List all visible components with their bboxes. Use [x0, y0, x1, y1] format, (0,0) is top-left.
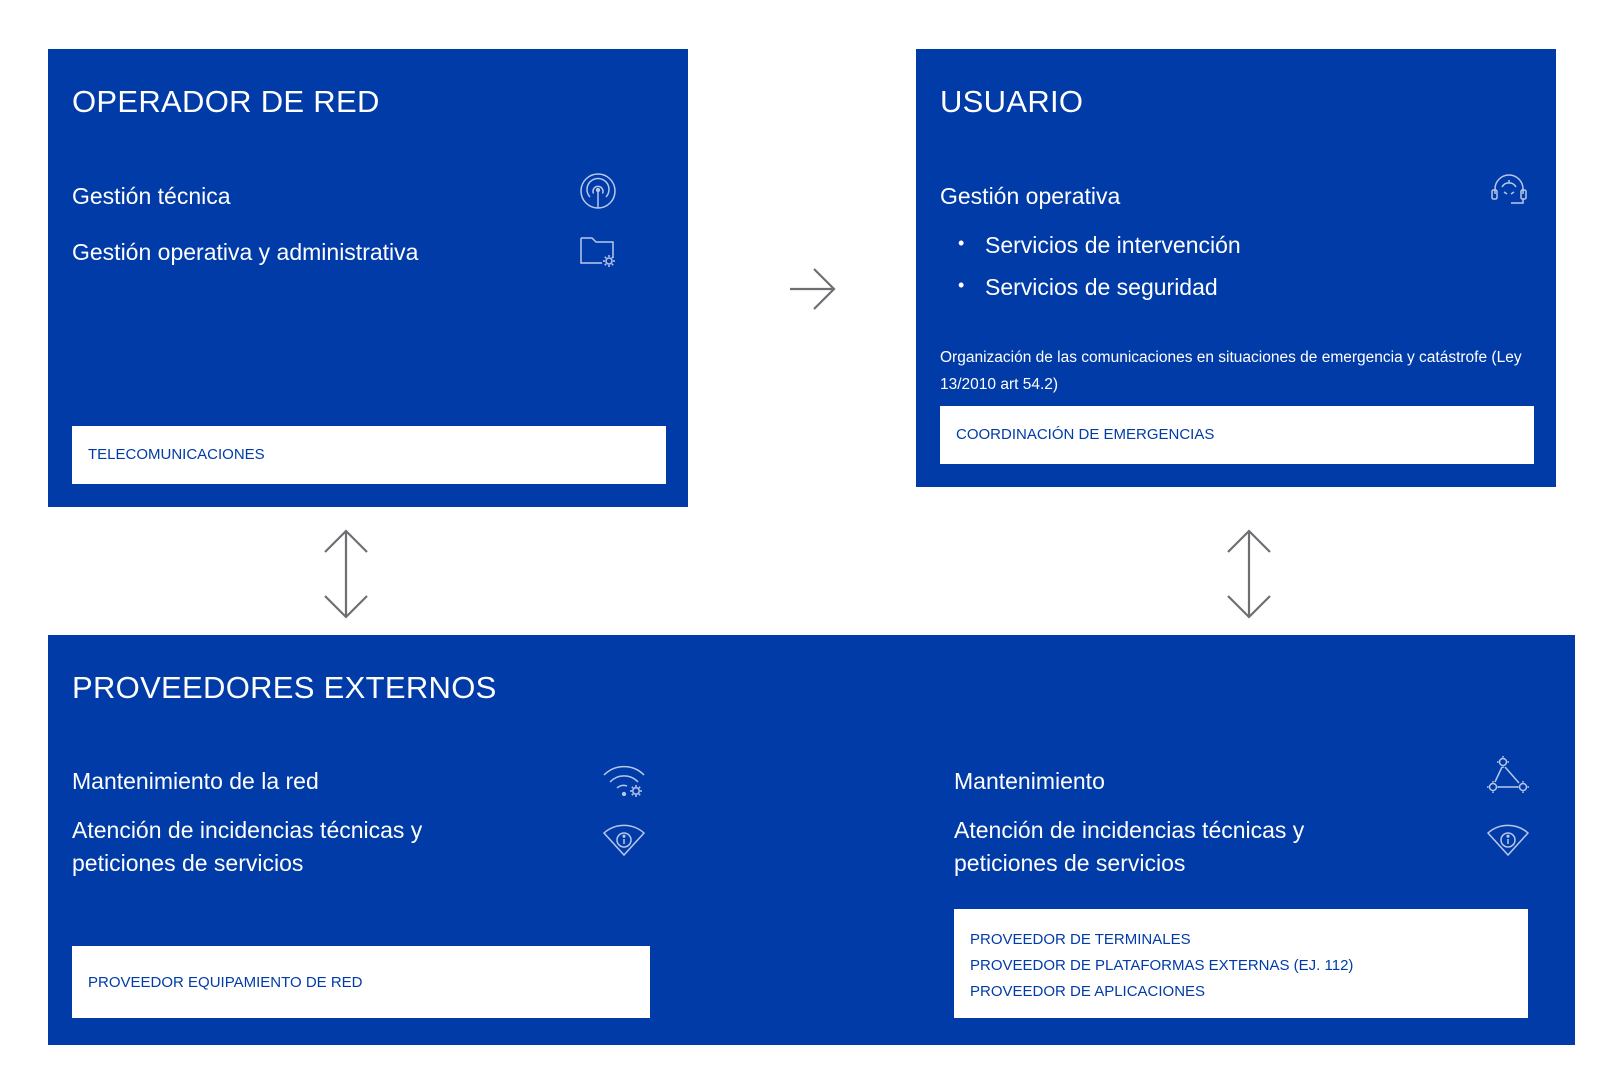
network-gears-icon	[1485, 753, 1531, 799]
proveedores-right-item-mantenimiento: Mantenimiento	[954, 768, 1105, 794]
vertical-double-arrow-right	[1225, 528, 1273, 620]
usuario-note: Organización de las comunicaciones en situaciones de emergencia y catástrofe (Ley 13/2010 art 54.2)	[940, 349, 1522, 393]
proveedores-right-item-atencion: Atención de incidencias técnicas y peticiones de servicios	[954, 817, 1305, 876]
proveedores-left-item-mantenimiento-red: Mantenimiento de la red	[72, 768, 319, 794]
wifi-info-icon	[1485, 823, 1531, 859]
operador-item-gestion-operativa: Gestión operativa y administrativa	[72, 239, 419, 265]
operador-title: OPERADOR DE RED	[72, 84, 380, 119]
vertical-double-arrow-left	[322, 528, 370, 620]
usuario-bullet-seguridad: Servicios de seguridad	[985, 274, 1218, 300]
proveedor-aplicaciones-tag: PROVEEDOR DE APLICACIONES	[970, 983, 1206, 1000]
operador-item-gestion-tecnica: Gestión técnica	[72, 183, 231, 209]
proveedores-right-tags	[954, 909, 1528, 1018]
wifi-gear-icon	[601, 763, 647, 799]
proveedores-title: PROVEEDORES EXTERNOS	[72, 670, 497, 705]
bullet-dot: •	[958, 275, 965, 295]
coordinacion-emergencias-tag: COORDINACIÓN DE EMERGENCIAS	[940, 406, 1534, 464]
folder-gear-icon	[578, 232, 618, 268]
usuario-box	[916, 49, 1556, 487]
proveedores-left-item-atencion: Atención de incidencias técnicas y peticiones de servicios	[72, 817, 423, 876]
telecomunicaciones-tag: TELECOMUNICACIONES	[72, 426, 666, 484]
wifi-info-icon	[601, 823, 647, 859]
proveedor-equipamiento-tag: PROVEEDOR EQUIPAMIENTO DE RED	[72, 946, 650, 1018]
antenna-icon	[578, 171, 618, 211]
proveedor-terminales-tag: PROVEEDOR DE TERMINALES	[970, 931, 1191, 948]
usuario-item-gestion-operativa: Gestión operativa	[940, 183, 1121, 209]
usuario-title: USUARIO	[940, 84, 1084, 119]
usuario-bullet-intervencion: Servicios de intervención	[985, 232, 1241, 258]
headset-icon	[1489, 172, 1529, 208]
proveedor-plataformas-tag: PROVEEDOR DE PLATAFORMAS EXTERNAS (EJ. 112)	[970, 957, 1354, 974]
operador-de-red-box	[48, 49, 688, 507]
proveedores-externos-box	[48, 635, 1575, 1045]
bullet-dot: •	[958, 233, 965, 253]
right-arrow	[788, 266, 838, 312]
